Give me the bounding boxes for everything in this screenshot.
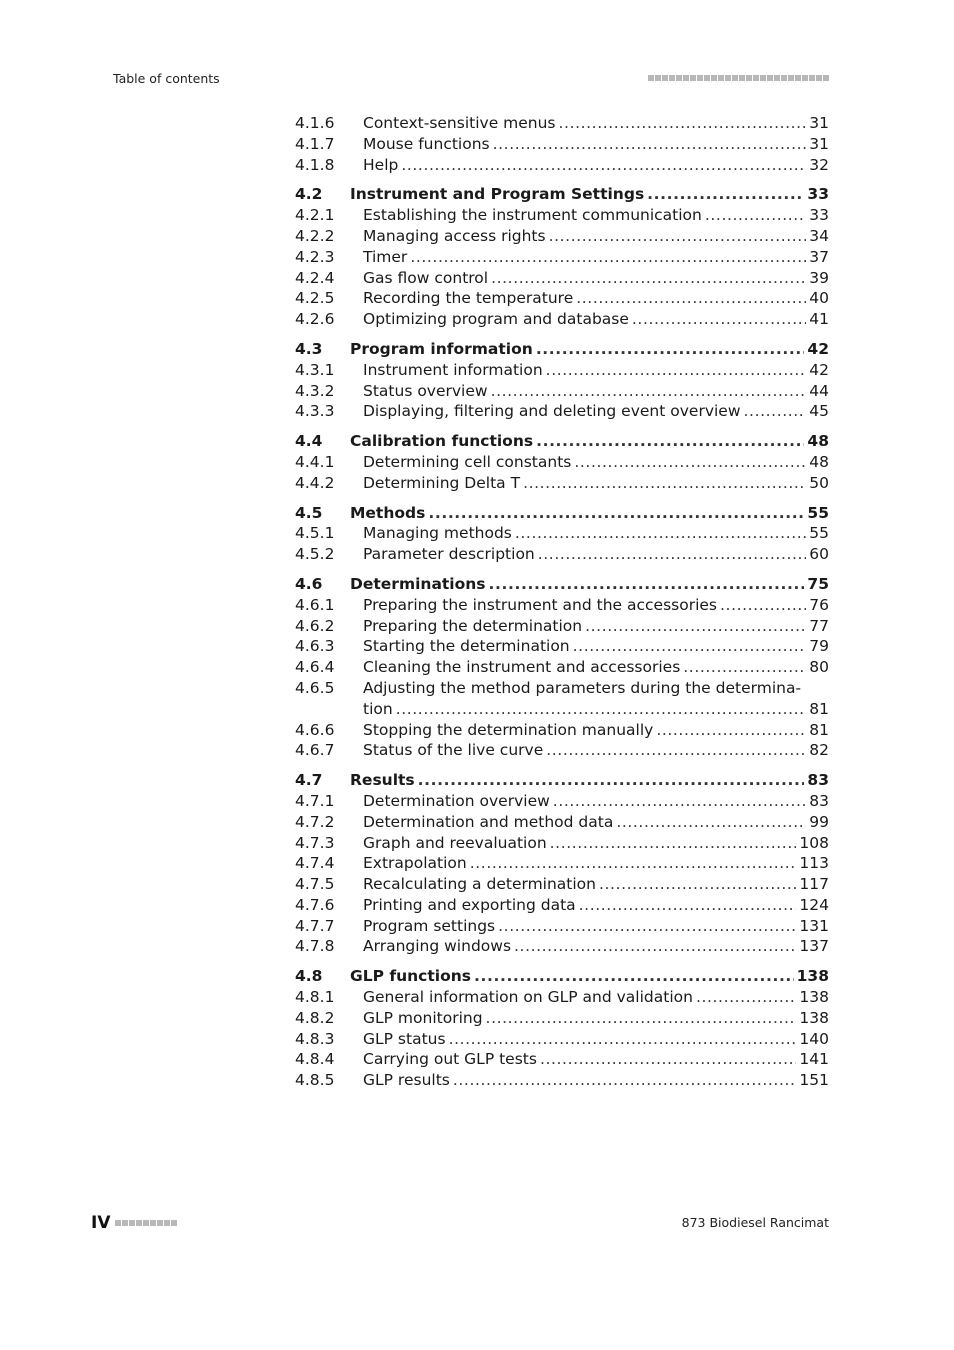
entry-title: Managing methods [363, 524, 512, 543]
decoration-square [781, 75, 787, 81]
decoration-square [122, 1220, 128, 1226]
leader-dots [705, 205, 806, 226]
entry-page: 124 [799, 895, 829, 914]
entry-number: 4.1.6 [295, 114, 335, 132]
entry-title: Instrument information [363, 360, 543, 379]
entry-page: 138 [796, 967, 829, 986]
leader-dots [410, 247, 806, 268]
entry-title: Instrument and Program Settings [350, 185, 645, 204]
entry-page: 33 [809, 206, 829, 225]
toc-section-heading[interactable] [295, 431, 829, 452]
entry-title: Determining cell constants [363, 452, 572, 471]
entry-number: 4.7 [295, 771, 323, 790]
toc-entry[interactable] [295, 226, 829, 247]
leader-dots [647, 184, 804, 205]
toc-entry[interactable] [295, 595, 829, 616]
entry-number: 4.8.3 [295, 1029, 335, 1048]
entry-title: Parameter description [363, 545, 535, 564]
entry-title: Gas flow control [363, 268, 489, 287]
entry-number: 4.7.5 [295, 875, 335, 894]
toc-entry-continuation[interactable] [295, 699, 829, 720]
toc-entry[interactable] [295, 812, 829, 833]
entry-page: 37 [809, 247, 829, 266]
decoration-square [809, 75, 815, 81]
toc-entry[interactable] [295, 134, 829, 155]
toc-entry[interactable] [295, 473, 829, 494]
entry-number: 4.4 [295, 432, 323, 451]
entry-page: 39 [809, 268, 829, 287]
leader-dots [632, 309, 806, 330]
entry-number: 4.6 [295, 574, 323, 593]
decoration-square [669, 75, 675, 81]
toc-entry[interactable] [295, 636, 829, 657]
entry-title: Recording the temperature [363, 289, 574, 308]
entry-number: 4.7.4 [295, 854, 335, 873]
leader-dots [453, 1070, 797, 1091]
toc-section-heading[interactable] [295, 503, 829, 524]
entry-title: General information on GLP and validation [363, 988, 693, 1007]
entry-number: 4.5.1 [295, 524, 335, 543]
leader-dots [474, 966, 794, 987]
decoration-square [697, 75, 703, 81]
leader-dots [576, 288, 806, 309]
entry-number: 4.6.5 [295, 678, 335, 697]
leader-dots [585, 616, 806, 637]
entry-page: 40 [809, 289, 829, 308]
entry-title: Program information [350, 339, 533, 358]
toc-entry[interactable] [295, 936, 829, 957]
toc-entry[interactable] [295, 1049, 829, 1070]
entry-title: Determining Delta T [363, 473, 521, 492]
entry-page: 117 [799, 875, 829, 894]
leader-dots [536, 339, 805, 360]
entry-number: 4.1.8 [295, 155, 335, 174]
decoration-square [753, 75, 759, 81]
entry-page: 31 [809, 134, 829, 153]
entry-title-continuation: tion [363, 699, 393, 718]
header-decoration [648, 75, 829, 81]
leader-dots [498, 916, 796, 937]
entry-page: 41 [809, 310, 829, 329]
entry-number: 4.7.7 [295, 916, 335, 935]
entry-title: Status overview [363, 381, 488, 400]
leader-dots [696, 987, 796, 1008]
entry-page: 33 [807, 185, 829, 204]
entry-title: Optimizing program and database [363, 310, 629, 329]
decoration-square [662, 75, 668, 81]
toc-entry[interactable] [295, 853, 829, 874]
decoration-square [816, 75, 822, 81]
toc-entry[interactable] [295, 544, 829, 565]
decoration-square [788, 75, 794, 81]
entry-title: Stopping the determination manually [363, 720, 654, 739]
decoration-square [676, 75, 682, 81]
entry-page: 50 [809, 473, 829, 492]
entry-page: 151 [799, 1071, 829, 1090]
decoration-square [746, 75, 752, 81]
decoration-square [115, 1220, 121, 1226]
entry-title: Preparing the determination [363, 616, 583, 635]
entry-title: GLP functions [350, 967, 471, 986]
entry-title: Displaying, filtering and deleting event overview [363, 402, 741, 421]
entry-title: Context-sensitive menus [363, 114, 556, 132]
decoration-square [171, 1220, 177, 1226]
leader-dots [491, 268, 806, 289]
leader-dots [515, 523, 806, 544]
entry-title: Extrapolation [363, 854, 467, 873]
leader-dots [428, 503, 804, 524]
entry-page: 55 [807, 503, 829, 522]
entry-number: 4.3.2 [295, 381, 335, 400]
entry-number: 4.2.3 [295, 247, 335, 266]
entry-number: 4.7.1 [295, 791, 335, 810]
leader-dots [683, 657, 806, 678]
leader-dots [491, 381, 807, 402]
entry-number: 4.6.3 [295, 637, 335, 656]
entry-title: Help [363, 155, 399, 174]
decoration-square [655, 75, 661, 81]
toc-entry[interactable] [295, 113, 829, 134]
decoration-square [732, 75, 738, 81]
entry-number: 4.4.2 [295, 473, 335, 492]
entry-title: GLP status [363, 1029, 446, 1048]
entry-page: 60 [809, 545, 829, 564]
footer-decoration [115, 1220, 177, 1226]
entry-page: 75 [807, 574, 829, 593]
leader-dots [546, 740, 806, 761]
leader-dots [514, 936, 796, 957]
decoration-square [802, 75, 808, 81]
entry-page: 138 [799, 1008, 829, 1027]
toc-entry[interactable] [295, 381, 829, 402]
entry-number: 4.6.2 [295, 616, 335, 635]
toc-entry[interactable] [295, 791, 829, 812]
entry-number: 4.6.4 [295, 658, 335, 677]
toc-entry[interactable] [295, 1008, 829, 1029]
entry-number: 4.7.2 [295, 812, 335, 831]
entry-number: 4.6.7 [295, 741, 335, 760]
entry-title: Cleaning the instrument and accessories [363, 658, 681, 677]
leader-dots [486, 1008, 797, 1029]
leader-dots [599, 874, 796, 895]
leader-dots [418, 770, 805, 791]
leader-dots [656, 720, 806, 741]
toc-entry[interactable] [295, 833, 829, 854]
decoration-square [164, 1220, 170, 1226]
entry-number: 4.4.1 [295, 452, 335, 471]
toc-entry[interactable] [295, 916, 829, 937]
leader-dots [449, 1029, 797, 1050]
leader-dots [549, 226, 807, 247]
entry-title: Starting the determination [363, 637, 570, 656]
entry-page: 137 [799, 937, 829, 956]
toc-section [295, 339, 829, 422]
leader-dots [540, 1049, 796, 1070]
entry-number: 4.2 [295, 185, 323, 204]
product-name: 873 Biodiesel Rancimat [681, 1215, 829, 1230]
leader-dots [559, 113, 807, 134]
entry-title: Methods [350, 503, 426, 522]
toc-section-heading[interactable] [295, 184, 829, 205]
entry-number: 4.6.1 [295, 595, 335, 614]
entry-number: 4.3 [295, 339, 323, 358]
leader-dots [396, 699, 807, 720]
entry-number: 4.8.1 [295, 988, 335, 1007]
toc-entry[interactable] [295, 401, 829, 422]
toc-section-heading[interactable] [295, 339, 829, 360]
toc-section [295, 574, 829, 761]
entry-number: 4.8.5 [295, 1071, 335, 1090]
toc-entry[interactable] [295, 874, 829, 895]
entry-title: GLP results [363, 1071, 450, 1090]
leader-dots [470, 853, 797, 874]
entry-page: 79 [809, 637, 829, 656]
decoration-square [143, 1220, 149, 1226]
toc-entry[interactable] [295, 360, 829, 381]
table-of-contents [295, 113, 829, 1100]
toc-section [295, 431, 829, 493]
leader-dots [401, 155, 806, 176]
toc-entry[interactable] [295, 657, 829, 678]
entry-page: 55 [809, 524, 829, 543]
toc-section-heading[interactable] [295, 770, 829, 791]
entry-page: 77 [809, 616, 829, 635]
toc-section [295, 770, 829, 957]
toc-entry[interactable] [295, 720, 829, 741]
toc-entry[interactable] [295, 523, 829, 544]
toc-entry[interactable] [295, 155, 829, 176]
entry-number: 4.8.4 [295, 1050, 335, 1069]
toc-entry[interactable] [295, 678, 829, 699]
leader-dots [616, 812, 806, 833]
entry-number: 4.3.1 [295, 360, 335, 379]
decoration-square [760, 75, 766, 81]
toc-entry[interactable] [295, 1070, 829, 1091]
decoration-square [704, 75, 710, 81]
entry-page: 140 [799, 1029, 829, 1048]
entry-title: Managing access rights [363, 226, 546, 245]
entry-title: Mouse functions [363, 134, 490, 153]
entry-number: 4.2.2 [295, 226, 335, 245]
leader-dots [744, 401, 807, 422]
leader-dots [489, 574, 805, 595]
leader-dots [720, 595, 806, 616]
toc-entry[interactable] [295, 740, 829, 761]
entry-page: 81 [809, 720, 829, 739]
entry-title: Recalculating a determination [363, 875, 596, 894]
decoration-square [648, 75, 654, 81]
toc-entry[interactable] [295, 987, 829, 1008]
decoration-square [795, 75, 801, 81]
toc-section [295, 184, 829, 330]
leader-dots [553, 791, 806, 812]
entry-page: 113 [799, 854, 829, 873]
entry-page: 48 [807, 432, 829, 451]
page-number: IV [91, 1213, 111, 1233]
entry-page: 45 [809, 402, 829, 421]
entry-title: Program settings [363, 916, 496, 935]
entry-page: 131 [799, 916, 829, 935]
leader-dots [493, 134, 807, 155]
entry-page: 76 [809, 595, 829, 614]
entry-title: GLP monitoring [363, 1008, 483, 1027]
entry-page: 42 [809, 360, 829, 379]
entry-page: 32 [809, 155, 829, 174]
entry-page: 83 [809, 791, 829, 810]
entry-title: Status of the live curve [363, 741, 544, 760]
toc-section-heading[interactable] [295, 574, 829, 595]
leader-dots [536, 431, 804, 452]
entry-number: 4.7.6 [295, 895, 335, 914]
entry-page: 48 [809, 452, 829, 471]
entry-page: 82 [809, 741, 829, 760]
toc-entry[interactable] [295, 309, 829, 330]
entry-page: 80 [809, 658, 829, 677]
decoration-square [767, 75, 773, 81]
entry-number: 4.7.3 [295, 833, 335, 852]
entry-title: Printing and exporting data [363, 895, 576, 914]
toc-section-heading[interactable] [295, 966, 829, 987]
entry-page: 138 [799, 988, 829, 1007]
entry-number: 4.3.3 [295, 402, 335, 421]
toc-entry[interactable] [295, 268, 829, 289]
toc-entry[interactable] [295, 452, 829, 473]
entry-title: Establishing the instrument communication [363, 206, 702, 225]
decoration-square [725, 75, 731, 81]
decoration-square [823, 75, 829, 81]
entry-title: Results [350, 771, 415, 790]
decoration-square [690, 75, 696, 81]
decoration-square [711, 75, 717, 81]
decoration-square [129, 1220, 135, 1226]
entry-title: Determination and method data [363, 812, 614, 831]
entry-page: 42 [807, 339, 829, 358]
entry-title: Determinations [350, 574, 486, 593]
entry-page: 44 [809, 381, 829, 400]
leader-dots [579, 895, 797, 916]
leader-dots [523, 473, 806, 494]
entry-number: 4.8.2 [295, 1008, 335, 1027]
entry-title: Calibration functions [350, 432, 534, 451]
entry-title: Carrying out GLP tests [363, 1050, 537, 1069]
entry-page: 34 [809, 226, 829, 245]
entry-title: Determination overview [363, 791, 550, 810]
decoration-square [774, 75, 780, 81]
entry-number: 4.1.7 [295, 134, 335, 153]
entry-title: Arranging windows [363, 937, 512, 956]
leader-dots [574, 452, 806, 473]
entry-page: 83 [807, 771, 829, 790]
entry-page: 99 [809, 812, 829, 831]
entry-number: 4.2.6 [295, 310, 335, 329]
decoration-square [739, 75, 745, 81]
leader-dots [550, 833, 797, 854]
entry-title: Graph and reevaluation [363, 833, 547, 852]
toc-entry[interactable] [295, 247, 829, 268]
entry-title: Adjusting the method parameters during the determina- [363, 678, 802, 697]
toc-section [295, 503, 829, 565]
entry-title: Preparing the instrument and the accessories [363, 595, 718, 614]
entry-number: 4.2.4 [295, 268, 335, 287]
entry-number: 4.6.6 [295, 720, 335, 739]
toc-entry[interactable] [295, 895, 829, 916]
running-header-title: Table of contents [113, 71, 220, 86]
entry-page: 141 [799, 1050, 829, 1069]
toc-entry[interactable] [295, 1029, 829, 1050]
toc-section [295, 966, 829, 1091]
entry-page: 108 [799, 833, 829, 852]
leader-dots [546, 360, 807, 381]
decoration-square [157, 1220, 163, 1226]
decoration-square [150, 1220, 156, 1226]
toc-section [295, 113, 829, 175]
entry-number: 4.2.1 [295, 206, 335, 225]
decoration-square [683, 75, 689, 81]
entry-number: 4.5 [295, 503, 323, 522]
leader-dots [573, 636, 807, 657]
entry-number: 4.2.5 [295, 289, 335, 308]
leader-dots [538, 544, 807, 565]
toc-entry[interactable] [295, 616, 829, 637]
decoration-square [136, 1220, 142, 1226]
entry-page: 81 [809, 699, 829, 718]
entry-number: 4.7.8 [295, 937, 335, 956]
toc-entry[interactable] [295, 205, 829, 226]
entry-number: 4.5.2 [295, 545, 335, 564]
entry-title: Timer [363, 247, 408, 266]
entry-page: 31 [809, 114, 829, 132]
decoration-square [718, 75, 724, 81]
entry-number: 4.8 [295, 967, 323, 986]
toc-entry[interactable] [295, 288, 829, 309]
